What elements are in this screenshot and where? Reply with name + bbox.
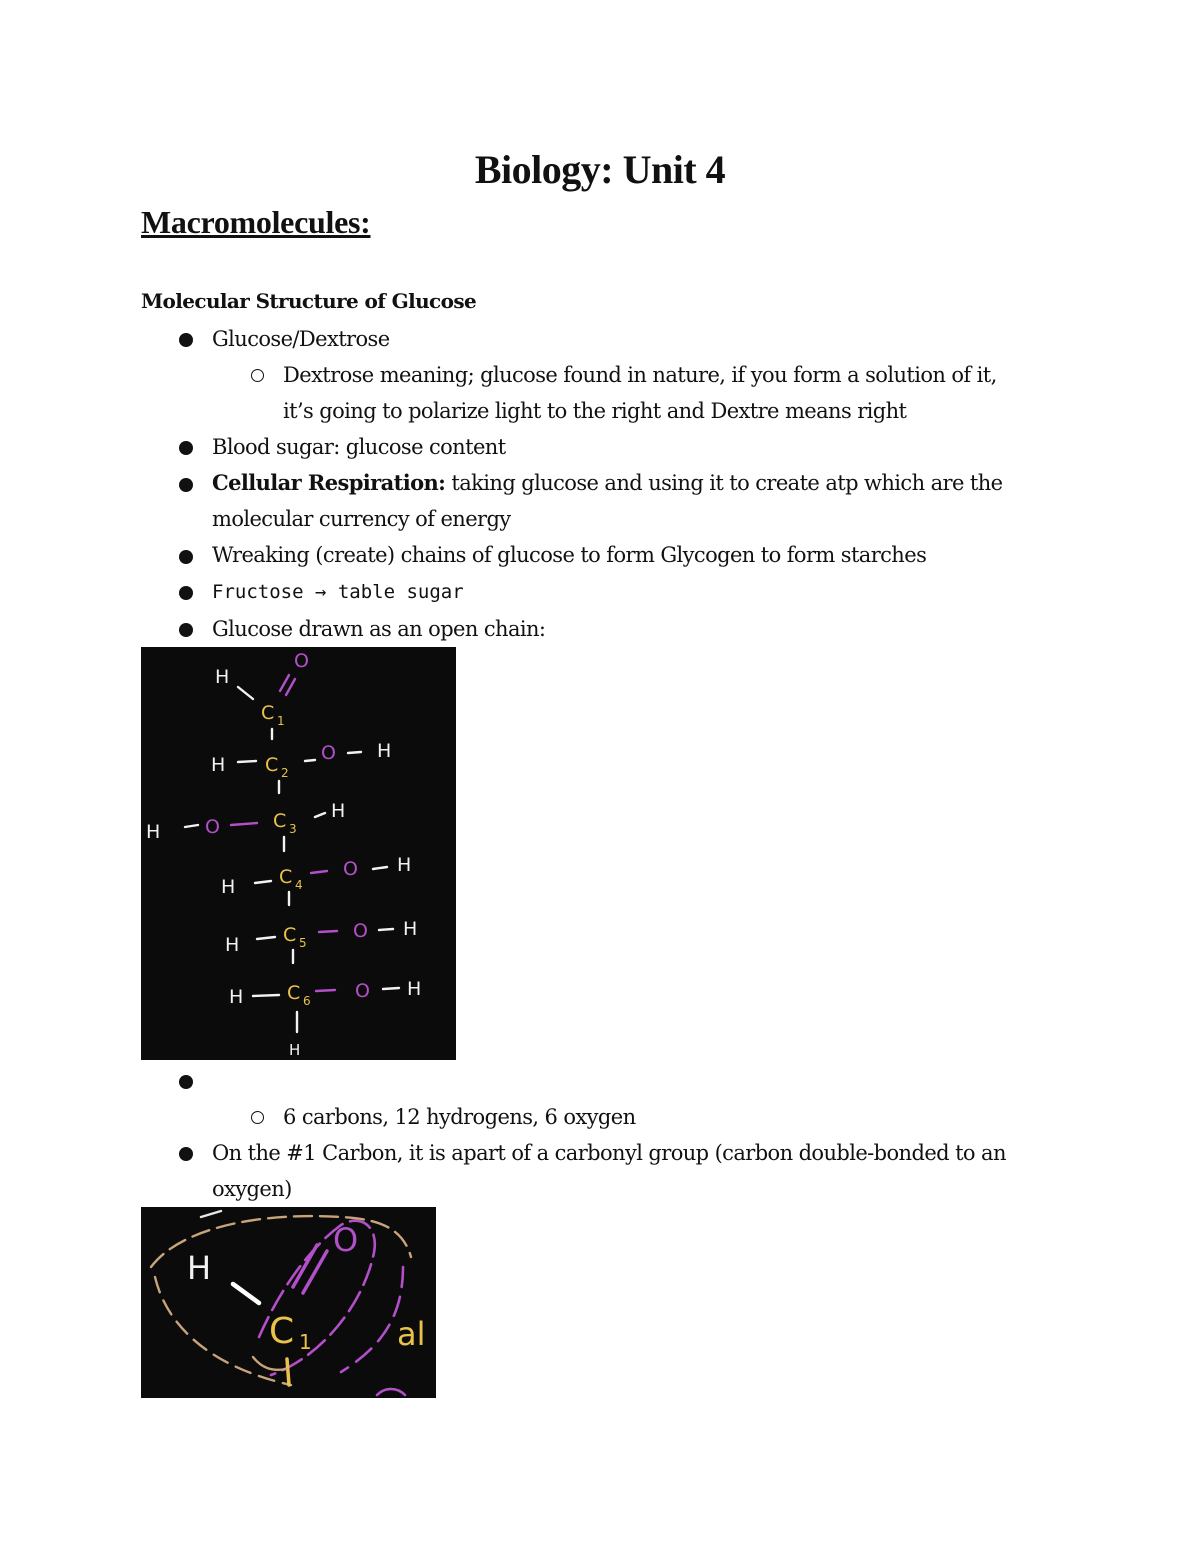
carbonyl-group-image (141, 1207, 436, 1398)
carbon-index: 3 (289, 822, 297, 836)
h-label: H (407, 978, 422, 1000)
h-label: H (377, 740, 392, 762)
o-label: O (333, 1221, 359, 1259)
list-item: Fructose → table sugar (212, 581, 464, 603)
h-label: H (225, 934, 240, 956)
bullet-marker (179, 333, 193, 347)
carbon-label: C (273, 810, 287, 832)
o-label: O (321, 742, 336, 764)
carbon-label: C (283, 924, 297, 946)
h-label: H (211, 754, 226, 776)
subsection-heading: Molecular Structure of Glucose (141, 289, 477, 313)
bullet-marker (179, 550, 193, 564)
carbon-index: 1 (277, 714, 285, 728)
sub-bullet-marker (251, 369, 264, 382)
list-item (212, 465, 1002, 501)
h-label: H (289, 1041, 301, 1059)
carbon-label: C (261, 702, 275, 724)
sub-bullet-marker (251, 1111, 264, 1124)
sub-list-item: 6 carbons, 12 hydrogens, 6 oxygen (283, 1105, 636, 1129)
al-label: al (397, 1315, 426, 1353)
bullet-marker (179, 441, 193, 455)
bullet-marker (179, 623, 193, 637)
carbon-label: C (269, 1311, 295, 1352)
o-label: O (353, 920, 368, 942)
list-item: Glucose drawn as an open chain: (212, 617, 546, 641)
carbon-index: 6 (303, 994, 311, 1008)
carbon-label: C (279, 866, 293, 888)
term-definition: taking glucose and using it to create atp which are the (445, 471, 1003, 495)
h-label: H (221, 876, 236, 898)
h-label: H (229, 986, 244, 1008)
o-label: O (343, 858, 358, 880)
o-label: O (205, 816, 220, 838)
page-title: Biology: Unit 4 (474, 147, 726, 192)
carbon-label: C (265, 754, 279, 776)
list-item: Wreaking (create) chains of glucose to form Glycogen to form starches (212, 543, 927, 567)
bullet-marker (179, 1147, 193, 1161)
list-item: Glucose/Dextrose (212, 327, 390, 351)
term-bold: Cellular Respiration: (212, 470, 446, 495)
o-label: O (294, 650, 309, 672)
h-label: H (187, 1249, 212, 1287)
bullet-marker (179, 478, 193, 492)
carbon-index: 5 (299, 936, 307, 950)
list-item: Blood sugar: glucose content (212, 435, 506, 459)
carbonyl-drawing (141, 1207, 436, 1398)
carbon-index: 1 (299, 1330, 312, 1354)
h-label: H (403, 918, 418, 940)
carbon-label: C (287, 982, 301, 1004)
h-label: H (397, 854, 412, 876)
sub-list-item: Dextrose meaning; glucose found in nature, if you form a solution of it, (283, 363, 997, 387)
glucose-open-chain-image (141, 647, 456, 1060)
carbon-index: 4 (295, 878, 303, 892)
section-heading: Macromolecules: (141, 204, 371, 240)
carbon-index: 2 (281, 766, 289, 780)
bullet-marker (179, 1075, 193, 1089)
list-item-continued: molecular currency of energy (212, 507, 511, 531)
glucose-chain-drawing (141, 647, 456, 1060)
o-label: O (355, 980, 370, 1002)
list-item: On the #1 Carbon, it is apart of a carbonyl group (carbon double-bonded to an (212, 1141, 1006, 1165)
h-label: H (331, 800, 346, 822)
sub-list-item-continued: it’s going to polarize light to the right and Dextre means right (283, 399, 907, 423)
h-label: H (215, 666, 230, 688)
list-item-continued: oxygen) (212, 1177, 292, 1201)
h-label: H (146, 821, 161, 843)
bullet-marker (179, 586, 193, 600)
